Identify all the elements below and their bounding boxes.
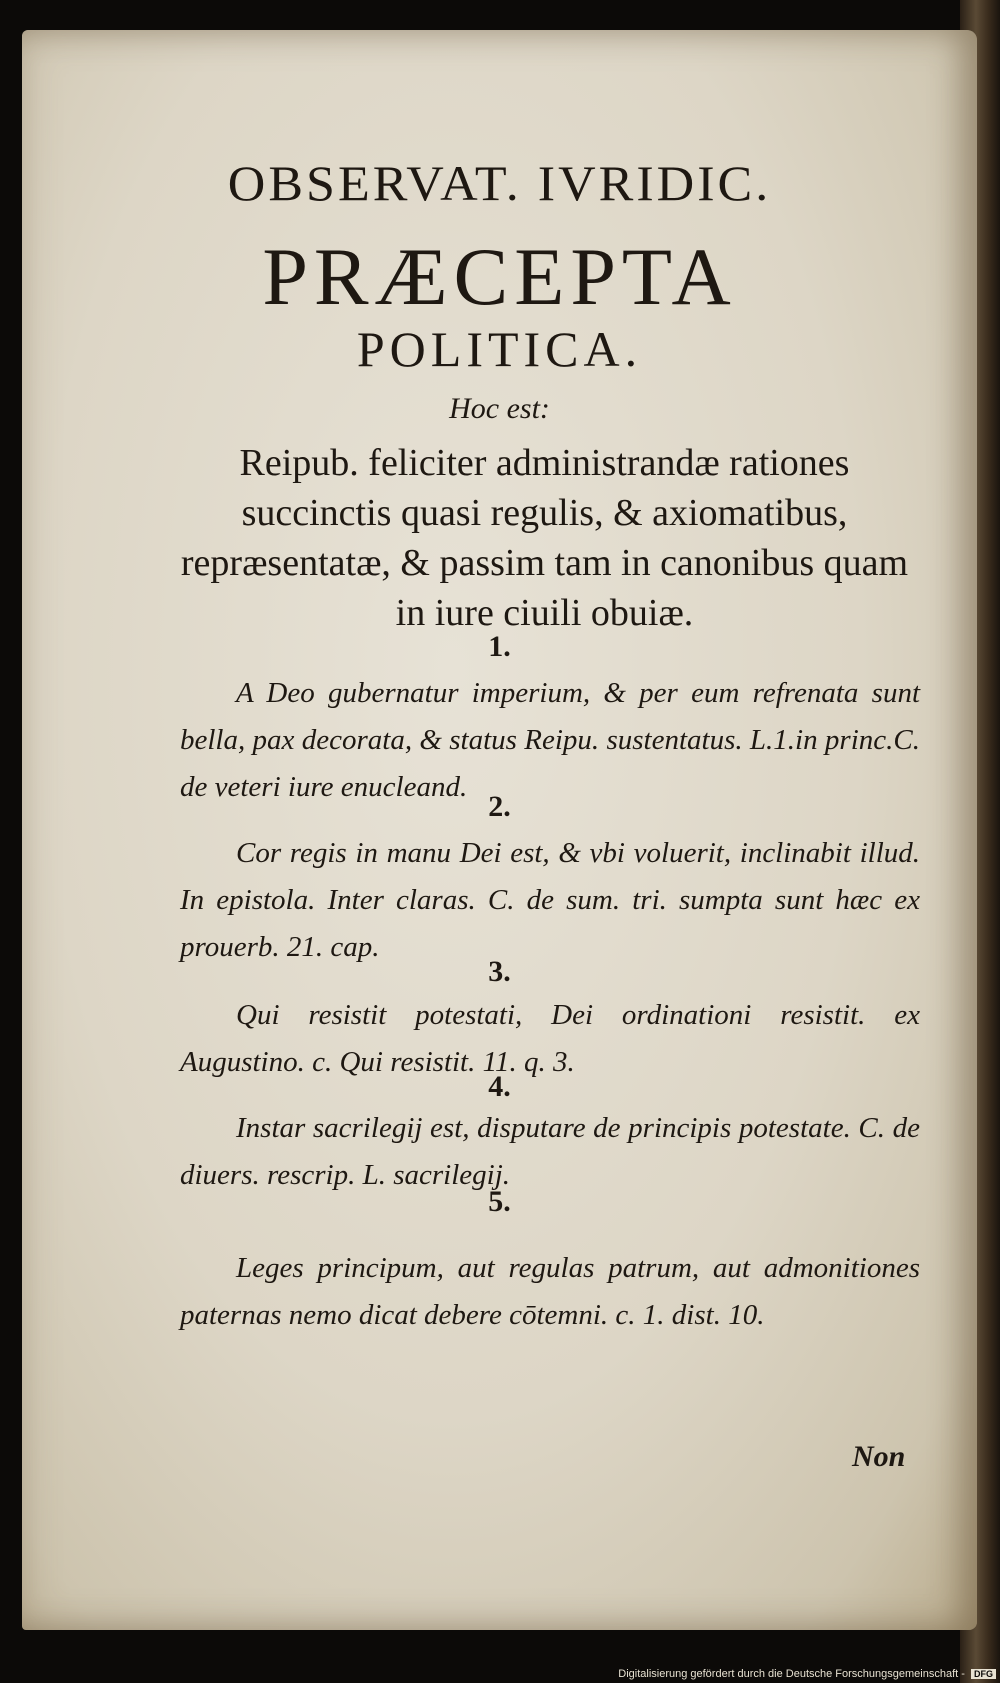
rule-number: 1. (488, 630, 511, 663)
description: Reipub. feliciter administrandæ rationes succinctis quasi regulis, & axiomatibus, repræsentatæ, & passim tam in canonibus quam in iure ciuili obuiæ. (180, 442, 909, 634)
rule-text: A Deo gubernatur imperium, & per eum refrenata sunt bella, pax decorata, & status Reipu. sustentatus. L.1.in princ.C. de veteri iure enucleand. (180, 677, 920, 803)
rule-text: Leges principum, aut regulas patrum, aut admonitiones paternas nemo dicat debere cōtemni. c. 1. dist. 10. (180, 1252, 920, 1331)
footer-text: Digitalisierung gefördert durch die Deutsche Forschungsgemeinschaft - (618, 1668, 965, 1680)
running-header: OBSERVAT. IVRIDIC. (227, 157, 772, 212)
book-page (22, 30, 977, 1630)
rule-text: Instar sacrilegij est, disputare de principis potestate. C. de diuers. rescrip. L. sacrilegij. (180, 1112, 920, 1191)
rule-text: Cor regis in manu Dei est, & vbi voluerit, inclinabit illud. In epistola. Inter claras. C. de sum. tri. sumpta sunt hæc ex prouerb. 21. cap. (180, 837, 920, 963)
rule-number: 4. (488, 1070, 511, 1103)
subtitle: POLITICA. (356, 321, 643, 377)
digitization-footer (618, 1668, 996, 1680)
rule-number: 2. (488, 790, 511, 823)
rule-number: 3. (488, 955, 511, 988)
catchword: Non (852, 1440, 906, 1473)
rule-text: Qui resistit potestati, Dei ordinationi resistit. ex Augustino. c. Qui resistit. 11. q. 3. (180, 999, 920, 1078)
dfg-logo-icon: DFG (971, 1669, 996, 1679)
rule-number: 5. (488, 1185, 511, 1218)
intro-text: Hoc est: (449, 392, 550, 425)
title: PRÆCEPTA (262, 231, 737, 322)
